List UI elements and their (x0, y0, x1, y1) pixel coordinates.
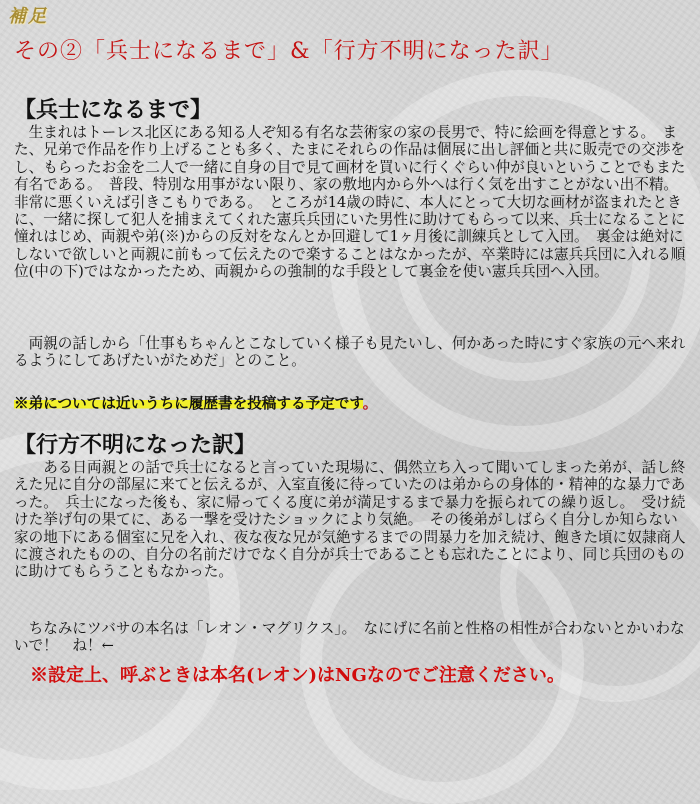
section-heading-missing-reason: 【行方不明になった訳】 (14, 432, 257, 458)
supplement-tag: 補足 (8, 6, 48, 27)
brother-note (14, 392, 377, 413)
section-paragraph: ある日両親との話で兵士になると言っていた現場に、偶然立ち入って聞いてしまった弟が、話し終えた兄に自分の部屋に来てと伝えるが、入室直後に待っていたのは弟からの身体的・精神的な暴力であった。 兵士になった後も、家に帰ってくる度に弟が満足するまで暴力を振られての繰り返し。 受け続けた挙げ句の果てに、ある一撃を受けたショックにより気絶。 その後弟がしばらく自分しか知らない家の地下にある個室に兄を入れ、夜な夜な兄が気絶するまでの問暴力を加え続け、飽きた頃に奴隷商人に渡されたものの、自分の名前だけでなく自分が兵士であることも忘れたことにより、同じ兵団のものに助けてもらうこともなかった。 (14, 459, 686, 581)
section-heading-becoming-soldier: 【兵士になるまで】 (14, 97, 213, 123)
note-period: 。 (362, 395, 378, 412)
section-paragraph: ちなみにツバサの本名は「レオン・マグリクス」。 なにげに名前と性格の相性が合わないとかいわないで！ ね！← (14, 620, 685, 655)
section-paragraph: 両親の話しから「仕事もちゃんとこなしていく様子も見たいし、何かあった時にすぐ家族の元へ来れるようにしてあげたいがためだ」とのこと。 (14, 335, 686, 370)
page-title: その②「兵士になるまで」&「行方不明になった訳」 (14, 39, 564, 64)
highlighted-note-text: ※弟については近いうちに履歴書を投稿する予定です (14, 395, 363, 412)
name-warning: ※設定上、呼ぶときは本名(レオン)はNGなのでご注意ください。 (30, 665, 565, 686)
section-paragraph: 生まれはトーレス北区にある知る人ぞ知る有名な芸術家の家の長男で、特に絵画を得意とする。 また、兄弟で作品を作り上げることも多く、たまにそれらの作品は個展に出し評価と共に販売での交渉をし、もらったお金を二人で一緒に自身の目で見て画材を買いに行くぐらい仲が良いということでもまた有名である。 普段、特別な用事がない限り、家の敷地内から外へは行く気を出すことがない出不精。 非常に悪くいえば引きこもりである。 ところが14歳の時に、本人にとって大切な画材が盗まれたときに、一緒に探して犯人を捕まえてくれた憲兵兵団にいた男性に助けてもらって以来、兵士になることに憧れはじめ、両親や弟(※)からの反対をなんとか回避して1ヶ月後に訓練兵として入団。 裏金は絶対にしないで欲しいと両親に前もって伝えたので楽することはなかったが、卒業時には憲兵兵団に入れる順位(中の下)ではなかったため、両親からの強制的な手段として裏金を使い憲兵兵団へ入団。 (14, 124, 686, 281)
